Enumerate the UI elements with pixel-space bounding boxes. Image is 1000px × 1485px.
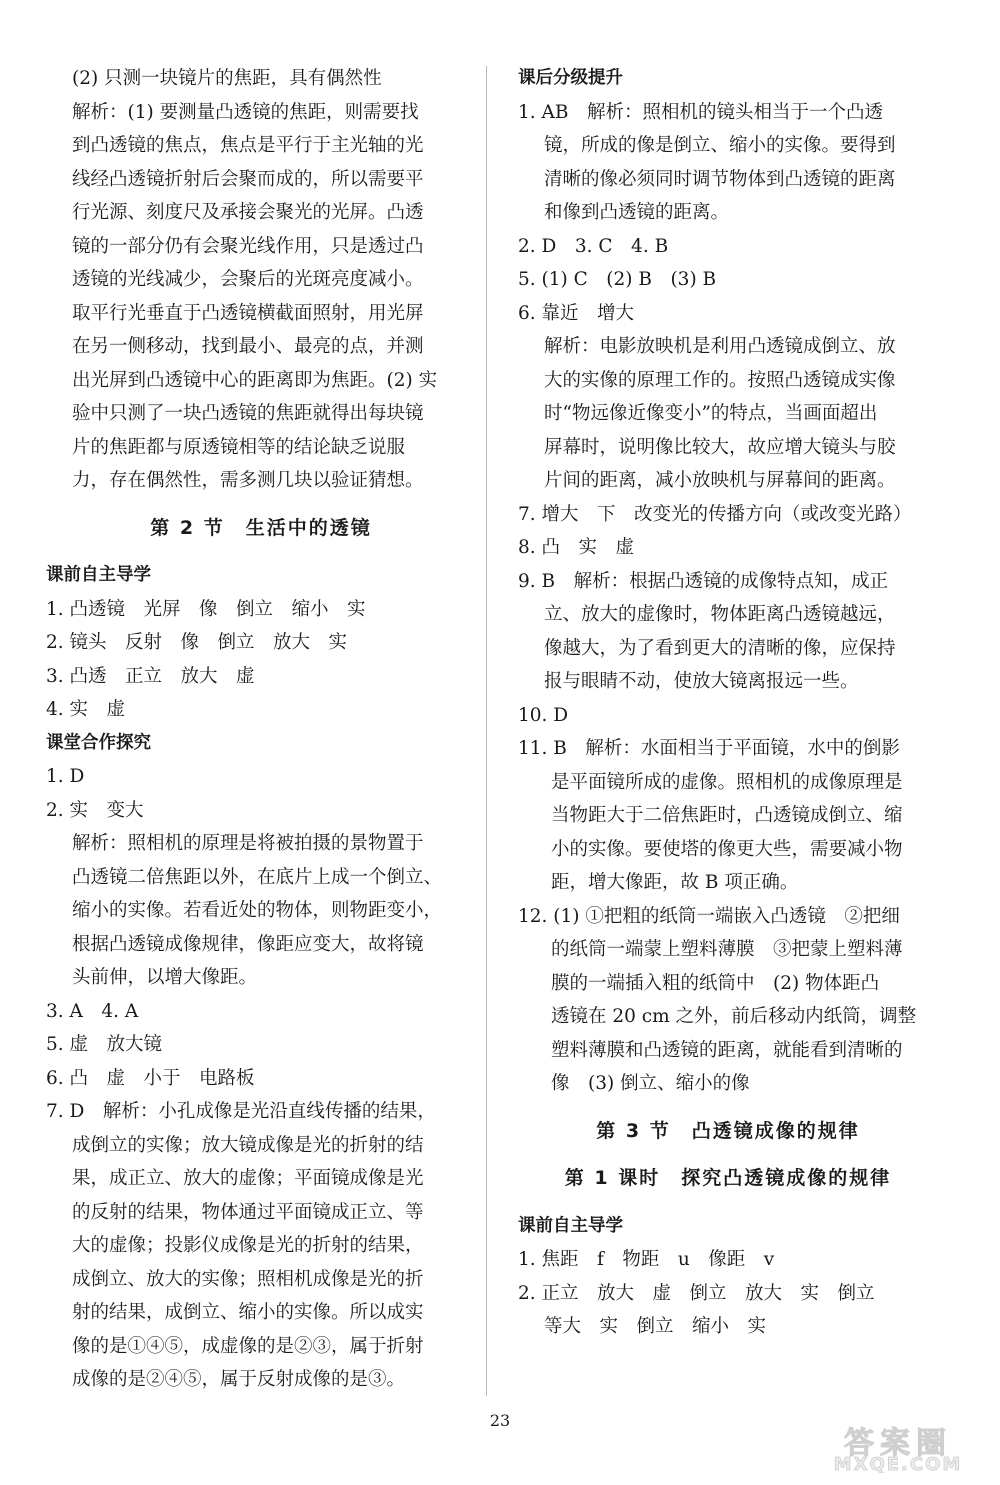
text-line: 3. A 4. A bbox=[46, 1000, 139, 1022]
text-line: 是平面镜所成的虚像。照相机的成像原理是 bbox=[551, 771, 903, 793]
text-line: 当物距大于二倍焦距时，凸透镜成倒立、缩 bbox=[551, 805, 903, 826]
watermark-logo bbox=[814, 1418, 982, 1478]
text-line: 6. 凸 虚 小于 电路板 bbox=[46, 1067, 255, 1089]
text-line: 塑料薄膜和凸透镜的距离，就能看到清晰的 bbox=[551, 1039, 903, 1061]
spacer bbox=[518, 1101, 938, 1115]
text-line: 大的实像的原理工作的。按照凸透镜成实像 bbox=[544, 369, 896, 391]
text-line: 膜的一端插入粗的纸筒中 (2) 物体距凸 bbox=[551, 972, 880, 994]
text-line: 线经凸透镜折射后会聚而成的，所以需要平 bbox=[72, 168, 424, 190]
text-line: 报与眼睛不动，使放大镜离报远一些。 bbox=[544, 671, 859, 692]
text-line: 2. 实 变大 bbox=[46, 799, 144, 821]
text-line: 透镜的光线减少，会聚后的光斑亮度减小。 bbox=[72, 269, 424, 290]
text-line: 像的是①④⑤，成虚像的是②③，属于折射 bbox=[72, 1335, 424, 1357]
chapter-title: 第 3 节 凸透镜成像的规律 bbox=[596, 1119, 860, 1142]
text-line: (2) 只测一块镜片的焦距，具有偶然性 bbox=[72, 68, 382, 89]
text-line: 屏幕时，说明像比较大，故应增大镜头与胶 bbox=[544, 436, 896, 458]
text-line: 根据凸透镜成像规律，像距应变大，故将镜 bbox=[72, 933, 424, 955]
text-line: 验中只测了一块凸透镜的焦距就得出每块镜 bbox=[72, 403, 424, 424]
text-line: 镜，所成的像是倒立、缩小的实像。要得到 bbox=[544, 135, 896, 156]
text-line: 9. B 解析：根据凸透镜的成像特点知，成正 bbox=[518, 570, 889, 592]
right-column bbox=[518, 62, 938, 1344]
text-line: 像 (3) 倒立、缩小的像 bbox=[551, 1073, 750, 1094]
text-line: 3. 凸透 正立 放大 虚 bbox=[46, 665, 255, 687]
spacer bbox=[46, 545, 476, 559]
text-line: 小的实像。要使塔的像更大些，需要减小物 bbox=[551, 838, 903, 860]
text-line: 的纸筒一端蒙上塑料薄膜 ③把蒙上塑料薄 bbox=[551, 939, 903, 960]
text-line: 到凸透镜的焦点，焦点是平行于主光轴的光 bbox=[72, 135, 424, 156]
column-divider bbox=[486, 66, 487, 1396]
text-line: 镜的一部分仍有会聚光线作用，只是透过凸 bbox=[72, 235, 424, 257]
spacer bbox=[46, 498, 476, 512]
page-number: 23 bbox=[489, 1411, 511, 1430]
text-line: 10. D bbox=[518, 704, 569, 726]
text-line: 2. 镜头 反射 像 倒立 放大 实 bbox=[46, 632, 348, 653]
text-line: 在另一侧移动，找到最小、最亮的点，并测 bbox=[72, 336, 424, 357]
text-line: 5. 虚 放大镜 bbox=[46, 1034, 163, 1055]
text-line: 取平行光垂直于凸透镜横截面照射，用光屏 bbox=[72, 302, 424, 324]
text-line: 5. (1) C (2) B (3) B bbox=[518, 269, 717, 290]
section-heading: 课前自主导学 bbox=[46, 565, 151, 585]
text-line: 透镜在 20 cm 之外，前后移动内纸筒，调整 bbox=[551, 1006, 917, 1027]
text-line: 解析：(1) 要测量凸透镜的焦距，则需要找 bbox=[72, 101, 419, 123]
text-line: 片的焦距都与原透镜相等的结论缺乏说服 bbox=[72, 436, 406, 458]
text-line: 成倒立、放大的实像；照相机成像是光的折 bbox=[72, 1268, 424, 1290]
text-line: 1. 焦距 f 物距 u 像距 v bbox=[518, 1249, 775, 1270]
chapter-title: 第 1 课时 探究凸透镜成像的规律 bbox=[564, 1167, 892, 1189]
text-line: 行光源、刻度尺及承接会聚光的光屏。凸透 bbox=[72, 202, 424, 223]
text-line: 出光屏到凸透镜中心的距离即为焦距。(2) 实 bbox=[72, 369, 438, 391]
text-line: 解析：照相机的原理是将被拍摄的景物置于 bbox=[72, 833, 424, 854]
text-line: 1. D bbox=[46, 766, 85, 787]
spacer bbox=[518, 1196, 938, 1210]
text-line: 12. (1) ①把粗的纸筒一端嵌入凸透镜 ②把细 bbox=[518, 905, 900, 927]
section-heading: 课后分级提升 bbox=[518, 68, 623, 88]
text-line: 时“物远像近像变小”的特点，当画面超出 bbox=[544, 403, 878, 424]
text-line: 缩小的实像。若看近处的物体，则物距变小， bbox=[72, 900, 443, 921]
section-heading: 课堂合作探究 bbox=[46, 732, 151, 753]
text-line: 距，增大像距，故 B 项正确。 bbox=[551, 872, 799, 893]
text-line: 果，成正立、放大的虚像；平面镜成像是光 bbox=[72, 1168, 424, 1189]
watermark-url: MXQE.COM bbox=[833, 1454, 963, 1475]
text-line: 头前伸，以增大像距。 bbox=[72, 967, 258, 988]
text-line: 的反射的结果，物体通过平面镜成正立、等 bbox=[72, 1201, 424, 1223]
text-line: 清晰的像必须同时调节物体到凸透镜的距离 bbox=[544, 168, 896, 190]
text-line: 1. AB 解析：照相机的镜头相当于一个凸透 bbox=[518, 101, 883, 123]
text-line: 凸透镜二倍焦距以外，在底片上成一个倒立、 bbox=[72, 866, 443, 888]
text-line: 片间的距离，减小放映机与屏幕间的距离。 bbox=[544, 470, 896, 491]
text-line: 立、放大的虚像时，物体距离凸透镜越远， bbox=[544, 604, 896, 625]
text-line: 7. 增大 下 改变光的传播方向（或改变光路） bbox=[518, 503, 912, 525]
chapter-title: 第 2 节 生活中的透镜 bbox=[150, 516, 372, 539]
text-line: 像越大，为了看到更大的清晰的像，应保持 bbox=[544, 637, 896, 659]
text-line: 7. D 解析：小孔成像是光沿直线传播的结果， bbox=[46, 1101, 436, 1122]
text-line: 6. 靠近 增大 bbox=[518, 302, 635, 324]
text-line: 解析：电影放映机是利用凸透镜成倒立、放 bbox=[544, 336, 896, 357]
text-line: 2. D 3. C 4. B bbox=[518, 235, 669, 257]
spacer bbox=[518, 1148, 938, 1162]
text-line: 2. 正立 放大 虚 倒立 放大 实 倒立 bbox=[518, 1282, 875, 1304]
section-heading: 课前自主导学 bbox=[518, 1215, 623, 1236]
text-line: 射的结果，成倒立、缩小的实像。所以成实 bbox=[72, 1302, 424, 1323]
text-line: 8. 凸 实 虚 bbox=[518, 537, 635, 558]
left-column bbox=[46, 62, 476, 1397]
text-line: 和像到凸透镜的距离。 bbox=[544, 202, 730, 223]
text-line: 11. B 解析：水面相当于平面镜，水中的倒影 bbox=[518, 738, 900, 759]
watermark-title: 答案圈 bbox=[844, 1426, 952, 1461]
text-line: 等大 实 倒立 缩小 实 bbox=[544, 1316, 767, 1337]
text-line: 力，存在偶然性，需多测几块以验证猜想。 bbox=[72, 470, 424, 491]
text-line: 1. 凸透镜 光屏 像 倒立 缩小 实 bbox=[46, 598, 366, 620]
text-line: 大的虚像；投影仪成像是光的折射的结果， bbox=[72, 1235, 424, 1256]
text-line: 成倒立的实像；放大镜成像是光的折射的结 bbox=[72, 1134, 424, 1156]
text-line: 成像的是②④⑤，属于反射成像的是③。 bbox=[72, 1369, 406, 1390]
text-line: 4. 实 虚 bbox=[46, 699, 126, 720]
